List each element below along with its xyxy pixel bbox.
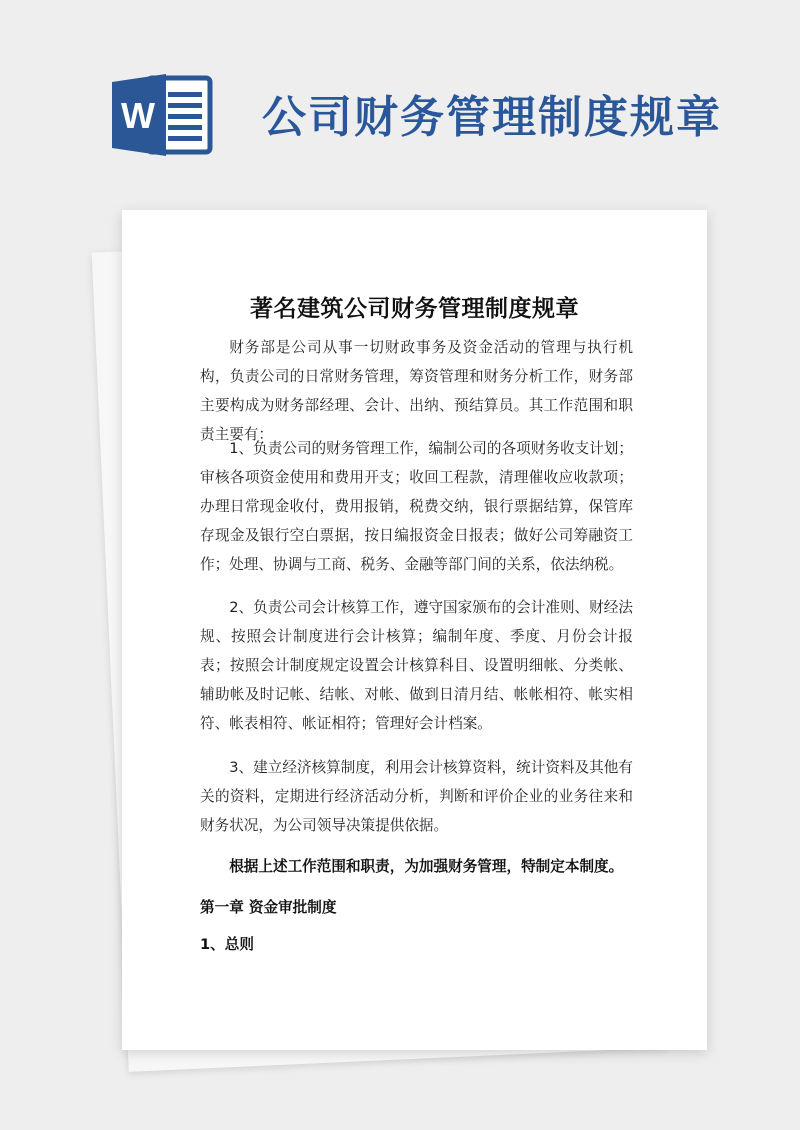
document-title: 著名建筑公司财务管理制度规章 bbox=[250, 296, 579, 322]
statement-line: 根据上述工作范围和职责，为加强财务管理，特制定本制度。 bbox=[229, 858, 624, 875]
duty-item-1: 1、负责公司的财务管理工作，编制公司的各项财务收支计划；审核各项资金使用和费用开支；收回工程款，清理催收应收款项；办理日常现金收付，费用报销，税费交纳，银行票据结算，保管库存现金及银行空白票据，按日编报资金日报表；做好公司筹融资工作；处理、协调与工商、税务、金融等部门间的关系，依法纳税。 bbox=[200, 440, 633, 573]
duty-item-3: 3、建立经济核算制度，利用会计核算资料，统计资料及其他有关的资料，定期进行经济活动分析，判断和评价企业的业务往来和财务状况，为公司领导决策提供依据。 bbox=[200, 759, 633, 834]
duty-item-2: 2、负责公司会计核算工作，遵守国家颁布的会计准则、财经法规、按照会计制度进行会计核算；编制年度、季度、月份会计报表；按照会计制度规定设置会计核算科目、设置明细帐、分类帐、辅助帐及时记帐、结帐、对帐、做到日清月结、帐帐相符、帐实相符、帐表相符、帐证相符；管理好会计档案。 bbox=[200, 599, 633, 732]
section-heading: 1、总则 bbox=[200, 936, 254, 953]
intro-paragraph: 财务部是公司从事一切财政事务及资金活动的管理与执行机构，负责公司的日常财务管理，筹资管理和财务分析工作，财务部主要构成为财务部经理、会计、出纳、预结算员。其工作范围和职责主要有： bbox=[200, 339, 633, 443]
word-icon-letter: W bbox=[121, 95, 155, 136]
header-title: 公司财务管理制度规章 bbox=[262, 92, 722, 143]
chapter-heading: 第一章 资金审批制度 bbox=[200, 899, 337, 916]
word-document-icon bbox=[110, 72, 214, 158]
header-banner bbox=[0, 0, 800, 200]
document-page bbox=[122, 210, 707, 1050]
